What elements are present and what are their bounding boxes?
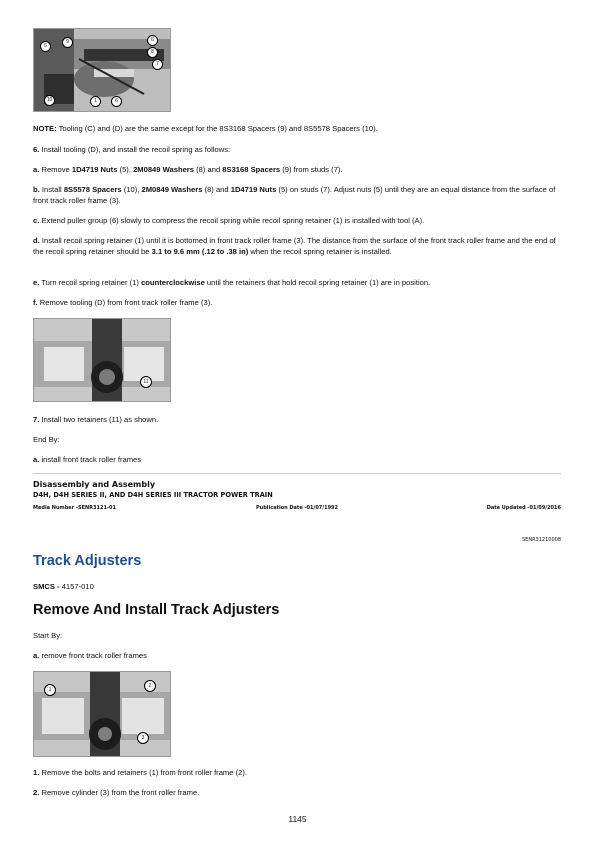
step-6b: b. Install 8S5578 Spacers (10), 2M0849 Washers (8) and 1D4719 Nuts (5) on studs (7). Adjust nuts (5) until they are an equal distance from the surface of front track roller frame (3). — [33, 185, 556, 205]
callout-1: 1 — [90, 96, 101, 107]
callout-7: 7 — [152, 59, 163, 70]
smcs-line: SMCS - 4157-010 — [33, 582, 94, 591]
callout-10: 10 — [44, 95, 55, 106]
media-number: Media Number -SENR3121-01 — [33, 505, 116, 511]
doc-header-title: Disassembly and Assembly — [33, 480, 156, 489]
figure-tooling-photo — [33, 28, 171, 112]
end-by-item: a. install front track roller frames — [33, 455, 142, 464]
step-6f: f. Remove tooling (D) from front track roller frame (3). — [33, 298, 213, 307]
callout-5: 5 — [40, 41, 51, 52]
step-6d: d. Install recoil spring retainer (1) until it is bottomed in front track roller frame (3). The distance from the surface of the front track roller frame and the end of the recoil spring retainer should be 3.1 to 9.6 mm (.12 to .38 in) when the recoil spring retainer is installed. — [33, 236, 556, 256]
divider — [33, 473, 561, 474]
callout-11: 11 — [140, 376, 152, 388]
step-7: 7. Install two retainers (11) as shown. — [33, 415, 159, 424]
step-6e: e. Turn recoil spring retainer (1) counterclockwise until the retainers that hold recoil spring retainer (1) are in position. — [33, 278, 431, 287]
callout-3: 3 — [137, 732, 149, 744]
end-by-label: End By: — [33, 435, 60, 444]
step-6: 6. Install tooling (D), and install the recoil spring as follows: — [33, 145, 231, 154]
note-paragraph: NOTE: Tooling (C) and (D) are the same except for the 8S3168 Spacers (9) and 8S5578 Spacers (10). — [33, 124, 378, 133]
doc-header-subtitle: D4H, D4H SERIES II, AND D4H SERIES III TRACTOR POWER TRAIN — [33, 491, 273, 499]
procedure-title: Remove And Install Track Adjusters — [33, 602, 280, 618]
callout-9: 9 — [62, 37, 73, 48]
section-title: Track Adjusters — [33, 553, 142, 569]
figure-track-adjuster-photo — [33, 671, 171, 757]
callout-2: 2 — [144, 680, 156, 692]
callout-6: 6 — [147, 35, 158, 46]
publication-date: Publication Date -01/07/1992 — [256, 505, 339, 511]
callout-1: 1 — [44, 684, 56, 696]
callout-6b: 6 — [111, 96, 122, 107]
start-by-item: a. remove front track roller frames — [33, 651, 147, 660]
step-6c: c. Extend puller group (6) slowly to compress the recoil spring while recoil spring retainer (1) is installed with tool (A). — [33, 216, 425, 225]
doc-code: SENR31210008 — [522, 537, 561, 543]
step-6a: a. Remove 1D4719 Nuts (5), 2M0849 Washers (8) and 8S3168 Spacers (9) from studs (7). — [33, 165, 343, 174]
step-1: 1. Remove the bolts and retainers (1) from front roller frame (2). — [33, 768, 247, 777]
page-number: 1145 — [288, 814, 307, 824]
figure-retainers-photo — [33, 318, 171, 402]
start-by-label: Start By: — [33, 631, 63, 640]
step-2: 2. Remove cylinder (3) from the front roller frame. — [33, 788, 200, 797]
date-updated: Date Updated -01/09/2016 — [486, 505, 561, 511]
callout-8: 8 — [147, 47, 158, 58]
